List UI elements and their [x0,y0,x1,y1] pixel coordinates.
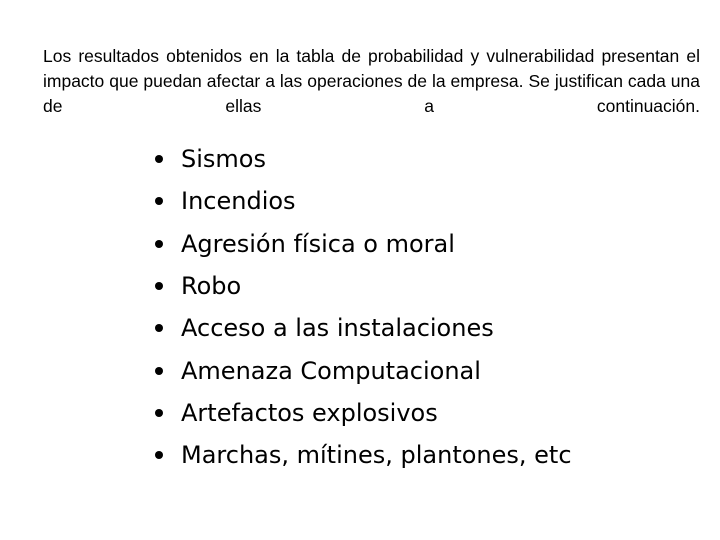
list-item-label: Robo [181,272,242,301]
risk-list [155,138,572,476]
bullet-icon [155,451,163,459]
list-item [155,138,572,180]
bullet-icon [155,324,163,332]
bullet-icon [155,155,163,163]
bullet-icon [155,282,163,290]
list-item [155,392,572,434]
bullet-icon [155,367,163,375]
list-item [155,265,572,307]
list-item [155,434,572,476]
list-item-label: Marchas, mítines, plantones, etc [181,441,572,470]
list-item-label: Artefactos explosivos [181,398,438,427]
bullet-icon [155,240,163,248]
list-item [155,223,572,265]
list-item-label: Acceso a las instalaciones [181,314,494,343]
list-item-label: Amenaza Computacional [181,356,481,385]
list-item-label: Incendios [181,187,296,216]
intro-paragraph: Los resultados obtenidos en la tabla de probabilidad y vulnerabilidad presentan el impacto que puedan afectar a las operaciones de la empresa. Se justifican cada una de ellas a continuación. [43,46,700,116]
bullet-icon [155,197,163,205]
list-item [155,180,572,222]
list-item-label: Sismos [181,145,266,174]
list-item-label: Agresión física o moral [181,229,455,258]
list-item [155,307,572,349]
bullet-icon [155,409,163,417]
list-item [155,349,572,391]
